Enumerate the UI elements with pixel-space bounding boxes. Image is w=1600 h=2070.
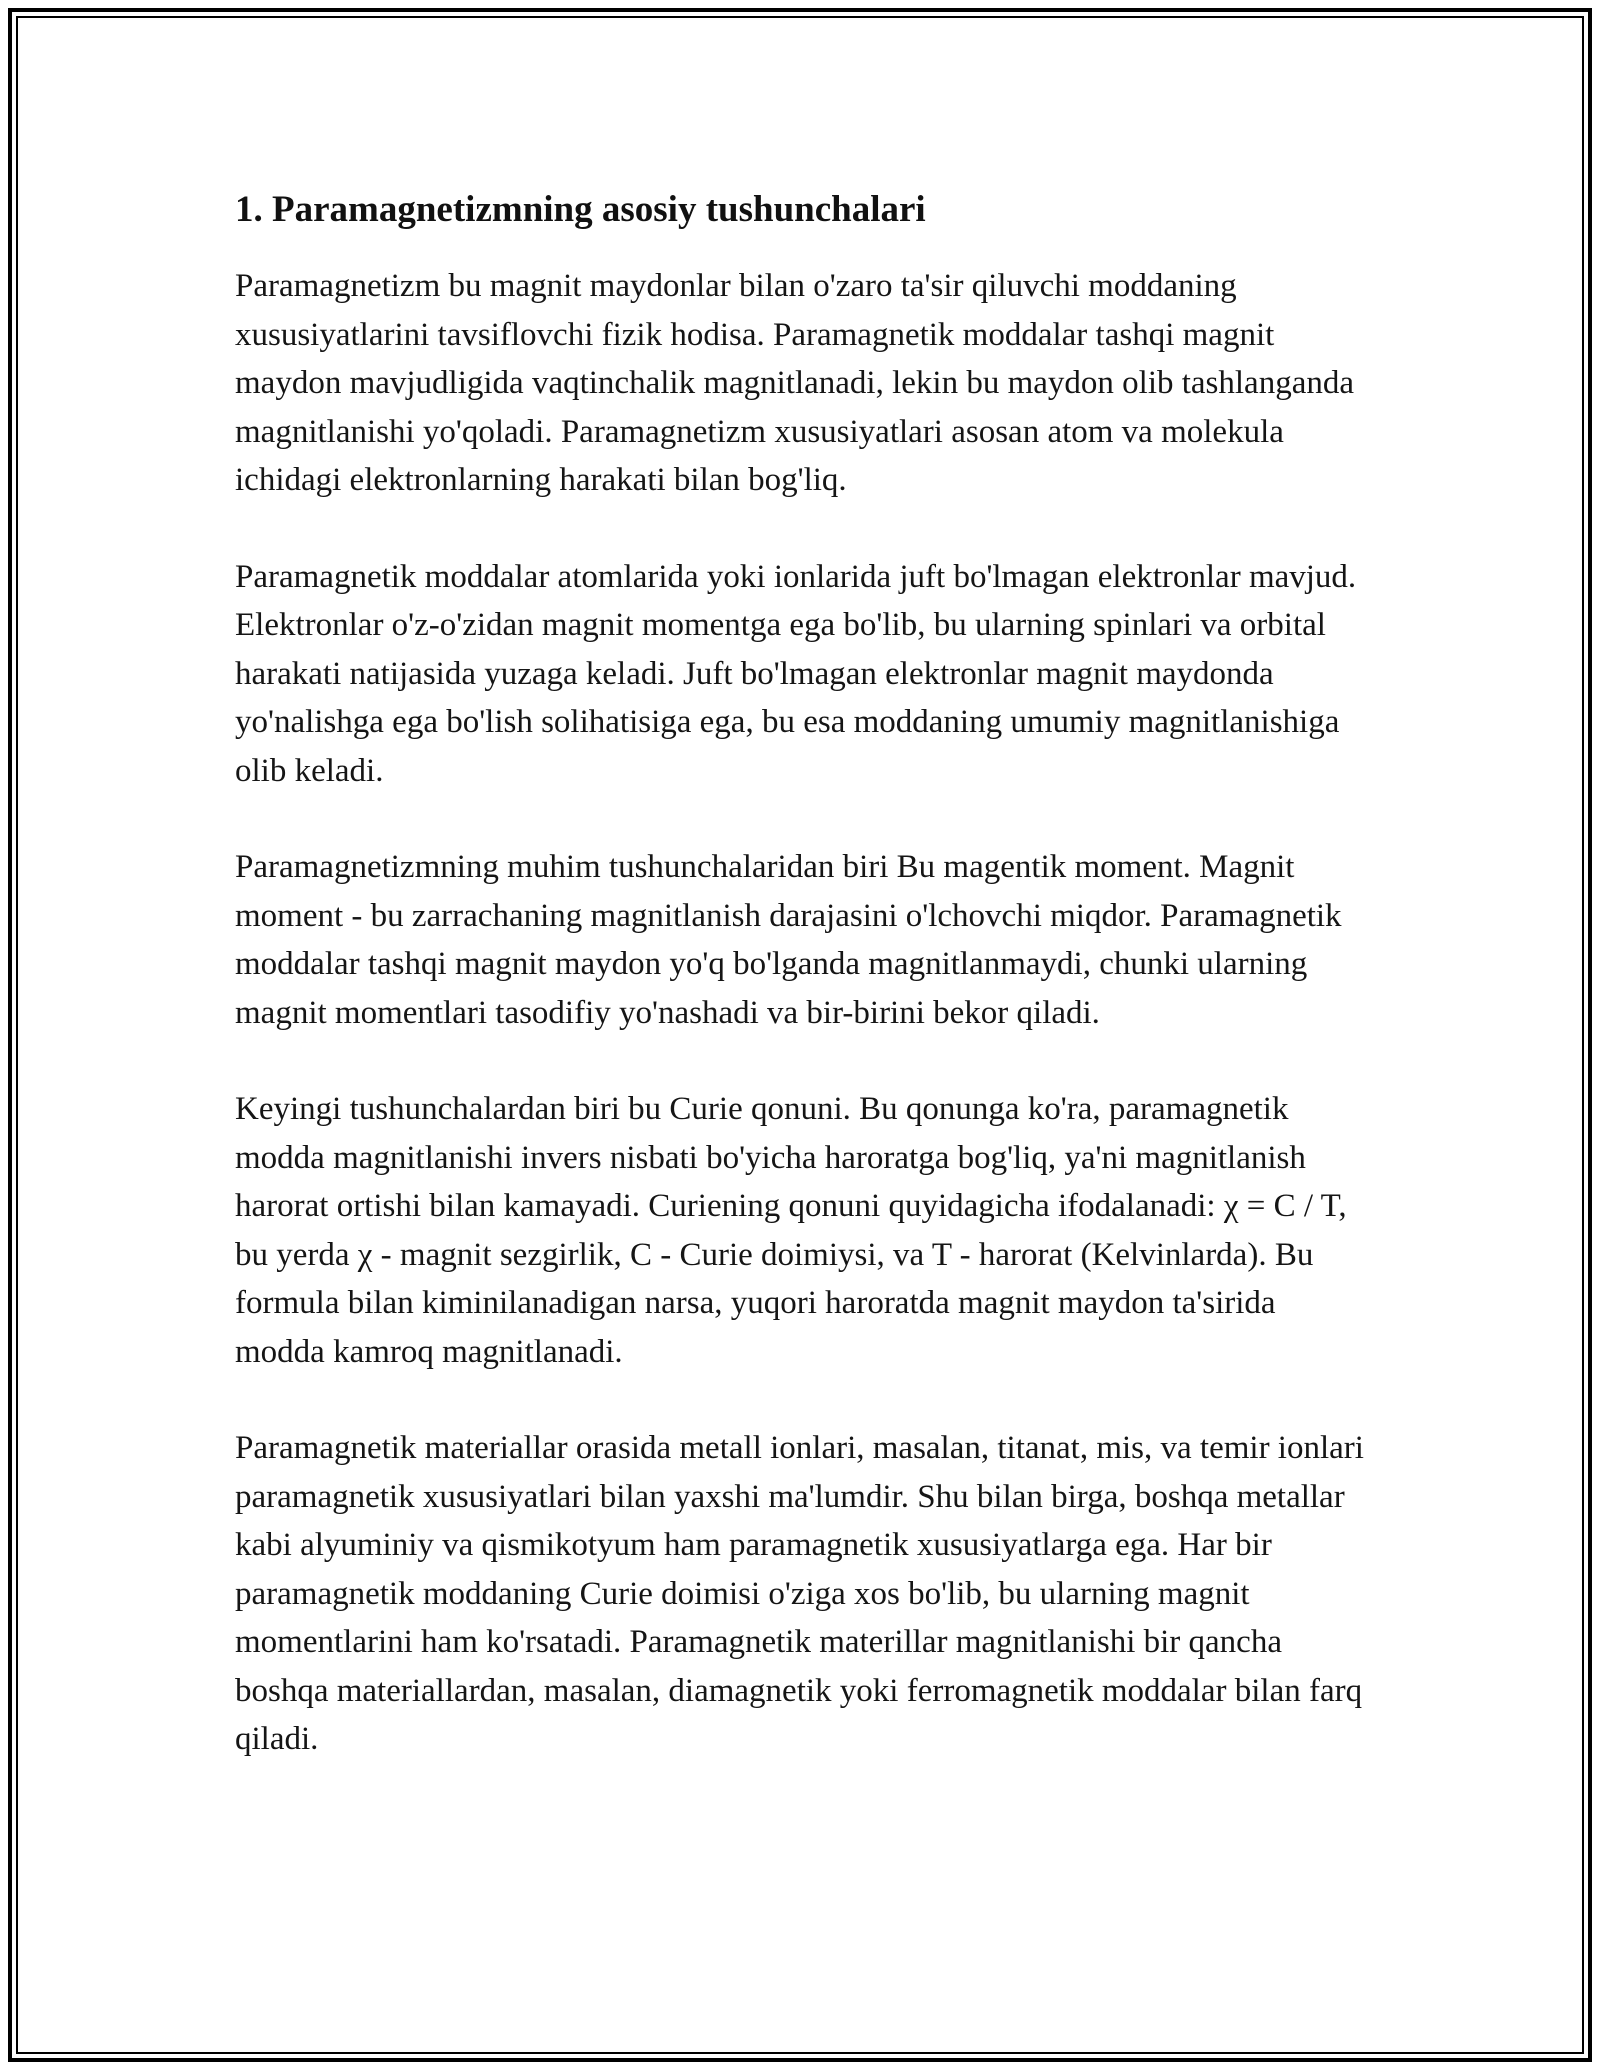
paragraph-3: Paramagnetizmning muhim tushunchalaridan biri Bu magentik moment. Magnit moment - bu zarrachaning magnitlanish darajasini o'lchovchi miqdor. Paramagnetik moddalar tashqi magnit maydon yo'q bo'lganda magnitlanmaydi, chunki ularning magnit momentlari tasodifiy yo'nashadi va bir-birini bekor qiladi.	[235, 849, 1342, 1031]
paragraph-4: Keyingi tushunchalardan biri bu Curie qonuni. Bu qonunga ko'ra, paramagnetik modda magnitlanishi invers nisbati bo'yicha haroratga bog'liq, ya'ni magnitlanish harorat ortishi bilan kamayadi. Curiening qonuni quyidagicha ifodalanadi: χ = C / T, bu yerda χ - magnit sezgirlik, C - Curie doimiysi, va T - harorat (Kelvinlarda). Bu formula bilan kiminilanadigan narsa, yuqori haroratda magnit maydon ta'sirida modda kamroq magnitlanadi.	[235, 1091, 1347, 1370]
document-body	[235, 186, 1365, 1764]
section-heading: 1. Paramagnetizmning asosiy tushunchalari	[235, 189, 926, 230]
paragraph-5: Paramagnetik materiallar orasida metall ionlari, masalan, titanat, mis, va temir ionlari paramagnetik xususiyatlari bilan yaxshi ma'lumdir. Shu bilan birga, boshqa metallar kabi alyuminiy va qismikotyum ham paramagnetik xususiyatlarga ega. Har bir paramagnetik moddaning Curie doimisi o'ziga xos bo'lib, bu ularning magnit momentlarini ham ko'rsatadi. Paramagnetik materillar magnitlanishi bir qancha boshqa materiallardan, masalan, diamagnetik yoki ferromagnetik moddalar bilan farq qiladi.	[235, 1430, 1364, 1757]
paragraph-2: Paramagnetik moddalar atomlarida yoki ionlarida juft bo'lmagan elektronlar mavjud. Elektronlar o'z-o'zidan magnit momentga ega bo'lib, bu ularning spinlari va orbital harakati natijasida yuzaga keladi. Juft bo'lmagan elektronlar magnit maydonda yo'nalishga ega bo'lish solihatisiga ega, bu esa moddaning umumiy magnitlanishiga olib keladi.	[235, 558, 1357, 789]
paragraph-1: Paramagnetizm bu magnit maydonlar bilan o'zaro ta'sir qiluvchi moddaning xususiyatlarini tavsiflovchi fizik hodisa. Paramagnetik moddalar tashqi magnit maydon mavjudligida vaqtinchalik magnitlanadi, lekin bu maydon olib tashlanganda magnitlanishi yo'qoladi. Paramagnetizm xususiyatlari asosan atom va molekula ichidagi elektronlarning harakati bilan bog'liq.	[235, 268, 1355, 498]
